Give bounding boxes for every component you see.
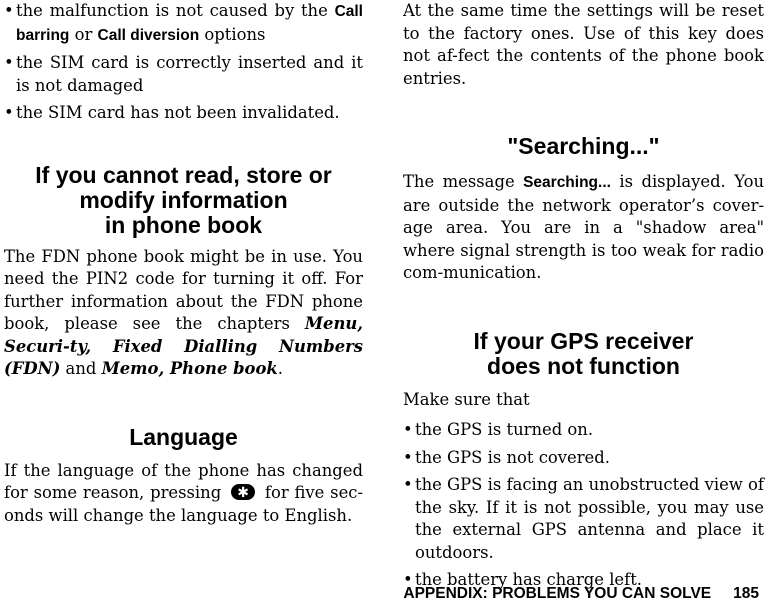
gps-intro: Make sure that xyxy=(403,389,530,409)
bullet-text: the malfunction is not caused by the xyxy=(16,1,335,20)
bullet-dot: • xyxy=(403,475,413,494)
bullet-dot: • xyxy=(403,570,413,589)
searching-paragraph xyxy=(403,171,764,285)
heading-line: in phone book xyxy=(104,211,263,238)
bullet-text: the GPS is not covered. xyxy=(415,447,610,467)
language-heading: Language xyxy=(129,423,238,450)
bullet-item xyxy=(403,447,764,470)
heading-line: If your GPS receiver xyxy=(473,327,694,354)
option-name: Call barring xyxy=(16,3,363,44)
bullet-dot: • xyxy=(4,53,14,72)
left-column xyxy=(4,0,363,527)
bullet-text: the battery has charge left. xyxy=(415,570,642,589)
paragraph-text: . xyxy=(277,359,283,378)
heading-line: If you cannot read, store or xyxy=(35,161,332,188)
bullet-dot: • xyxy=(403,420,413,439)
paragraph-text: is displayed. You are outside the network operator’s cover-age area. You are in a "shadow area" where signal strength is too weak for radio com-munication. xyxy=(403,172,765,282)
reset-paragraph: At the same time the settings will be reset to the factory ones. Use of this key does not af-fect the contents of the phone book entries. xyxy=(403,1,764,88)
bullet-item xyxy=(4,52,363,97)
page-footer xyxy=(403,585,759,603)
paragraph-text: for five sec-onds will change the language to English. xyxy=(4,483,364,525)
bullet-item xyxy=(4,0,363,47)
paragraph-text: The message xyxy=(403,172,524,191)
bullet-item xyxy=(4,102,363,125)
paragraph-text: The FDN phone book might be in use. You need the PIN2 code for turning it off. For further information about the FDN phone book, please see the chapters xyxy=(4,246,363,333)
bullet-text: the SIM card has not been invalidated. xyxy=(16,103,340,122)
star-key-icon xyxy=(231,484,255,500)
bullet-text: options xyxy=(199,24,266,44)
fdn-heading xyxy=(4,163,363,238)
page-number: 185 xyxy=(733,585,759,602)
bullet-item xyxy=(403,474,764,564)
bullet-item xyxy=(403,419,764,442)
bullet-text: the GPS is turned on. xyxy=(415,420,594,439)
fdn-paragraph xyxy=(4,246,363,381)
gps-heading xyxy=(403,329,764,379)
message-name: Searching... xyxy=(523,174,611,191)
bullet-dot: • xyxy=(403,447,413,467)
right-column xyxy=(403,0,764,597)
footer-title: APPENDIX: PROBLEMS YOU CAN SOLVE xyxy=(403,585,712,602)
heading-line: modify information xyxy=(79,186,288,213)
searching-heading: "Searching..." xyxy=(507,133,660,159)
heading-line: does not function xyxy=(487,352,680,379)
chapter-reference: Memo, Phone book xyxy=(101,359,278,378)
bullet-text: the GPS is facing an unobstructed view of the sky. If it is not possible, you may use the external GPS antenna and place it outdoors. xyxy=(415,475,764,562)
bullet-text: or xyxy=(69,24,98,44)
paragraph-text: If the language of the phone has changed for some reason, pressing xyxy=(4,460,363,502)
chapter-reference: Menu, Securi-ty, Fixed Dialling Numbers (FDN) xyxy=(4,314,363,378)
bullet-text: the SIM card is correctly inserted and it is not damaged xyxy=(16,53,363,95)
option-name: Call diversion xyxy=(97,26,200,44)
paragraph-text: and xyxy=(60,359,102,378)
language-paragraph xyxy=(4,460,363,528)
bullet-dot: • xyxy=(4,1,14,20)
bullet-dot: • xyxy=(4,103,14,122)
